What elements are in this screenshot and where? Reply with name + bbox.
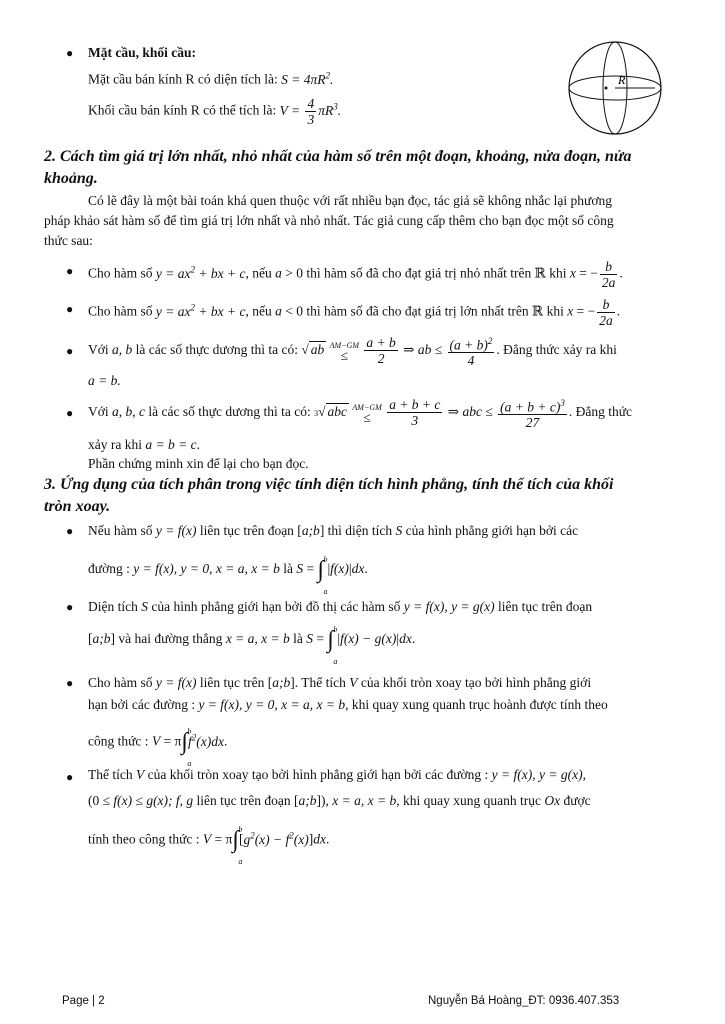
section3-item-3: Cho hàm số y = f(x) liên tục trên [a;b]. Thể tích V của khối tròn xoay tạo bởi hình phẳng giới xyxy=(88,675,592,690)
section2-item-4: Với a, b, c là các số thực dương thì ta có: 3√ abc AM−GM ≤ $\frac{a + b + c}{3}$ ⇒ abc ≤ $\frac{(a + b + c)^3}{27}$ . Đẳng thức xyxy=(88,397,633,431)
section2-para-1: Có lẽ đây là một bài toán khá quen thuộc với rất nhiều bạn đọc, tác giả sẽ không nhắc lại phương xyxy=(88,193,612,208)
bullet: ● xyxy=(66,524,74,538)
section2-item-2: Cho hàm số $y = ax^2$ + bx + c, nếu a < 0 thì hàm số đã cho đạt giá trị lớn nhất trên ℝ khi x = − $\frac{b}{2a}$ . xyxy=(88,296,621,328)
section2-item-3-cont: a = b. xyxy=(88,373,121,388)
footer-author: Nguyễn Bá Hoàng_ĐT: 0936.407.353 xyxy=(428,995,620,1007)
section3-item-3-cont: hạn bởi các đường : y = f(x), y = 0, x = a, x = b, khi quay xung quanh trục hoành được tính theo xyxy=(88,697,608,712)
section3-item-1: Nếu hàm số y = f(x) liên tục trên đoạn [a;b] thì diện tích S của hình phẳng giới hạn bởi các xyxy=(88,523,579,538)
section3-item-4-formula: tính theo công thức : V = π∫ b a $[g^2(x) - f^2(x)]dx$. xyxy=(88,825,330,867)
sphere-area-text: Mặt cầu bán kính R có diện tích là: xyxy=(88,71,278,87)
sphere-figure xyxy=(560,38,670,138)
sphere-area-formula: $S = 4\pi R^2$. xyxy=(281,70,334,87)
sphere-volume xyxy=(88,96,341,127)
bullet: ● xyxy=(66,264,74,278)
sphere-radius-label: R xyxy=(618,73,626,87)
footer-page-number: Page | 2 xyxy=(62,995,105,1007)
section2-heading-1: 2. Cách tìm giá trị lớn nhất, nhỏ nhất của hàm số trên một đoạn, khoảng, nửa đoạn, nửa xyxy=(44,148,632,165)
section3-item-4-cont: (0 ≤ f(x) ≤ g(x); f, g liên tục trên đoạn [a;b]), x = a, x = b, khi quay xung quanh trục Ox được xyxy=(88,793,591,808)
section2-item-3: Với a, b là các số thực dương thì ta có: √ ab AM−GM ≤ $\frac{a + b}{2}$ ⇒ ab ≤ $\frac{(a + b)^2}{4}$ . Đẳng thức xảy ra khi xyxy=(88,335,617,369)
section3-item-2: Diện tích S của hình phẳng giới hạn bởi đồ thị các hàm số y = f(x), y = g(x) liên tục trên đoạn xyxy=(88,599,593,614)
bullet: ● xyxy=(66,770,74,784)
section3-item-1-cont: đường : y = f(x), y = 0, x = a, x = b là S = ∫ b a |f(x)|dx. xyxy=(88,554,368,596)
section3-heading-2: tròn xoay. xyxy=(44,498,111,515)
bullet: ● xyxy=(66,406,74,420)
section2-para-2: pháp khảo sát hàm số để tìm giá trị lớn nhất và nhỏ nhất. Tác giả cung cấp thêm cho bạn đọc một số công xyxy=(44,213,614,228)
sphere-area xyxy=(88,66,333,89)
section2-item-4-cont: xảy ra khi a = b = c. xyxy=(88,437,200,452)
bullet: ● xyxy=(66,600,74,614)
section3-item-2-cont: [a;b] và hai đường thẳng x = a, x = b là S = ∫ b a |f(x) − g(x)|dx. xyxy=(88,624,416,666)
section2-heading-2: khoảng. xyxy=(44,170,98,187)
section3-item-4: Thể tích V của khối tròn xoay tạo bởi hình phẳng giới hạn bởi các đường : y = f(x), y = g(x), xyxy=(88,767,586,782)
section2-item-1: Cho hàm số $y = ax^2$ + bx + c, nếu a > 0 thì hàm số đã cho đạt giá trị nhỏ nhất trên ℝ khi x = − $\frac{b}{2a}$ . xyxy=(88,258,623,290)
bullet: ● xyxy=(66,46,74,60)
bullet: ● xyxy=(66,302,74,316)
section3-heading-1: 3. Ứng dụng của tích phân trong việc tính diện tích hình phẳng, tính thể tích của khối xyxy=(44,476,614,493)
bullet: ● xyxy=(66,344,74,358)
section2-para-3: thức sau: xyxy=(44,233,93,248)
sphere-volume-formula: V = $\frac{4}{3}$ $\pi R^3$. xyxy=(279,96,342,127)
sphere-volume-text: Khối cầu bán kính R có thể tích là: xyxy=(88,102,277,118)
bullet: ● xyxy=(66,676,74,690)
sphere-title: Mặt cầu, khối cầu: xyxy=(88,45,196,60)
section2-closing: Phần chứng minh xin để lại cho bạn đọc. xyxy=(88,456,309,471)
section3-item-3-formula: công thức : V = π∫ b a $f^2(x)dx$. xyxy=(88,727,228,769)
